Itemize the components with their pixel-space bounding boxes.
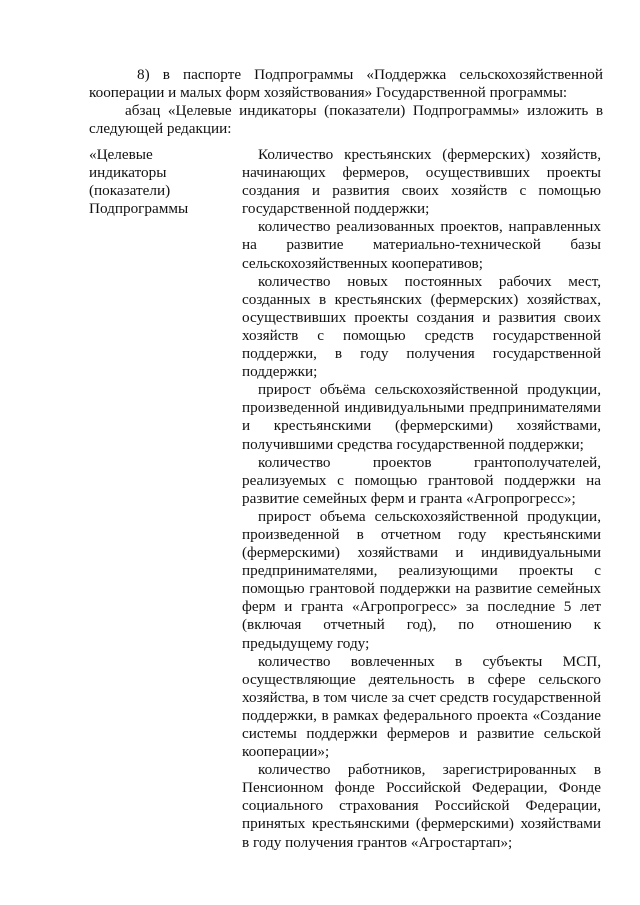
indicator-item: количество реализованных проектов, направленных на развитие материально-технической базы сельскохозяйственных кооперативов; (242, 218, 601, 272)
label-line: (показатели) (89, 182, 171, 200)
indicator-item: количество вовлеченных в субъекты МСП, осуществляющие деятельность в сфере сельского хозяйства, в том числе за счет средств государственной поддержки, в рамках федерального проекта «Создание системы поддержки фермеров и развитие сельской кооперации»; (242, 652, 601, 761)
indicators-list-cell (242, 146, 601, 852)
indicator-item: количество проектов грантополучателей, реализуемых с помощью грантовой поддержки на развитие семейных ферм и гранта «Агропрогресс»; (242, 453, 601, 507)
indicators-label-cell (89, 146, 219, 218)
indicator-item: количество работников, зарегистрированных в Пенсионном фонде Российской Федерации, Фонде социального страхования Российской Федерации, принятых крестьянскими (фермерскими) хозяйствами в году получения грантов «Агростартап»; (242, 761, 601, 851)
intro-paragraph-instruction: абзац «Целевые индикаторы (показатели) Подпрограммы» изложить в следующей редакции: (89, 102, 603, 138)
label-line: Подпрограммы (89, 200, 189, 218)
intro-block (89, 66, 603, 138)
indicator-item: Количество крестьянских (фермерских) хозяйств, начинающих фермеров, осуществивших проекты создания и развития своих хозяйств с помощью государственной поддержки; (242, 146, 601, 218)
intro-paragraph-amendment: 8) в паспорте Подпрограммы «Поддержка сельскохозяйственной кооперации и малых форм хозяйствования» Государственной программы: (89, 66, 603, 102)
indicator-item: прирост объема сельскохозяйственной продукции, произведенной в отчетном году крестьянскими (фермерскими) хозяйствами и индивидуальными предпринимателями, реализующими проекты с помощью грантовой поддержки на развитие семейных ферм и гранта «Агропрогресс» за последние 5 лет (включая отчетный год), по отношению к предыдущему году; (242, 507, 601, 652)
indicator-item: количество новых постоянных рабочих мест, созданных в крестьянских (фермерских) хозяйствах, осуществивших проекты создания и развития своих хозяйств с помощью средств государственной поддержки, в году получения государственной поддержки; (242, 272, 601, 381)
indicator-item: прирост объёма сельскохозяйственной продукции, произведенной индивидуальными предпринимателями и крестьянскими (фермерскими) хозяйствами, получившими средства государственной поддержки; (242, 381, 601, 453)
label-line: «Целевые (89, 146, 153, 163)
label-line: индикаторы (89, 164, 167, 182)
